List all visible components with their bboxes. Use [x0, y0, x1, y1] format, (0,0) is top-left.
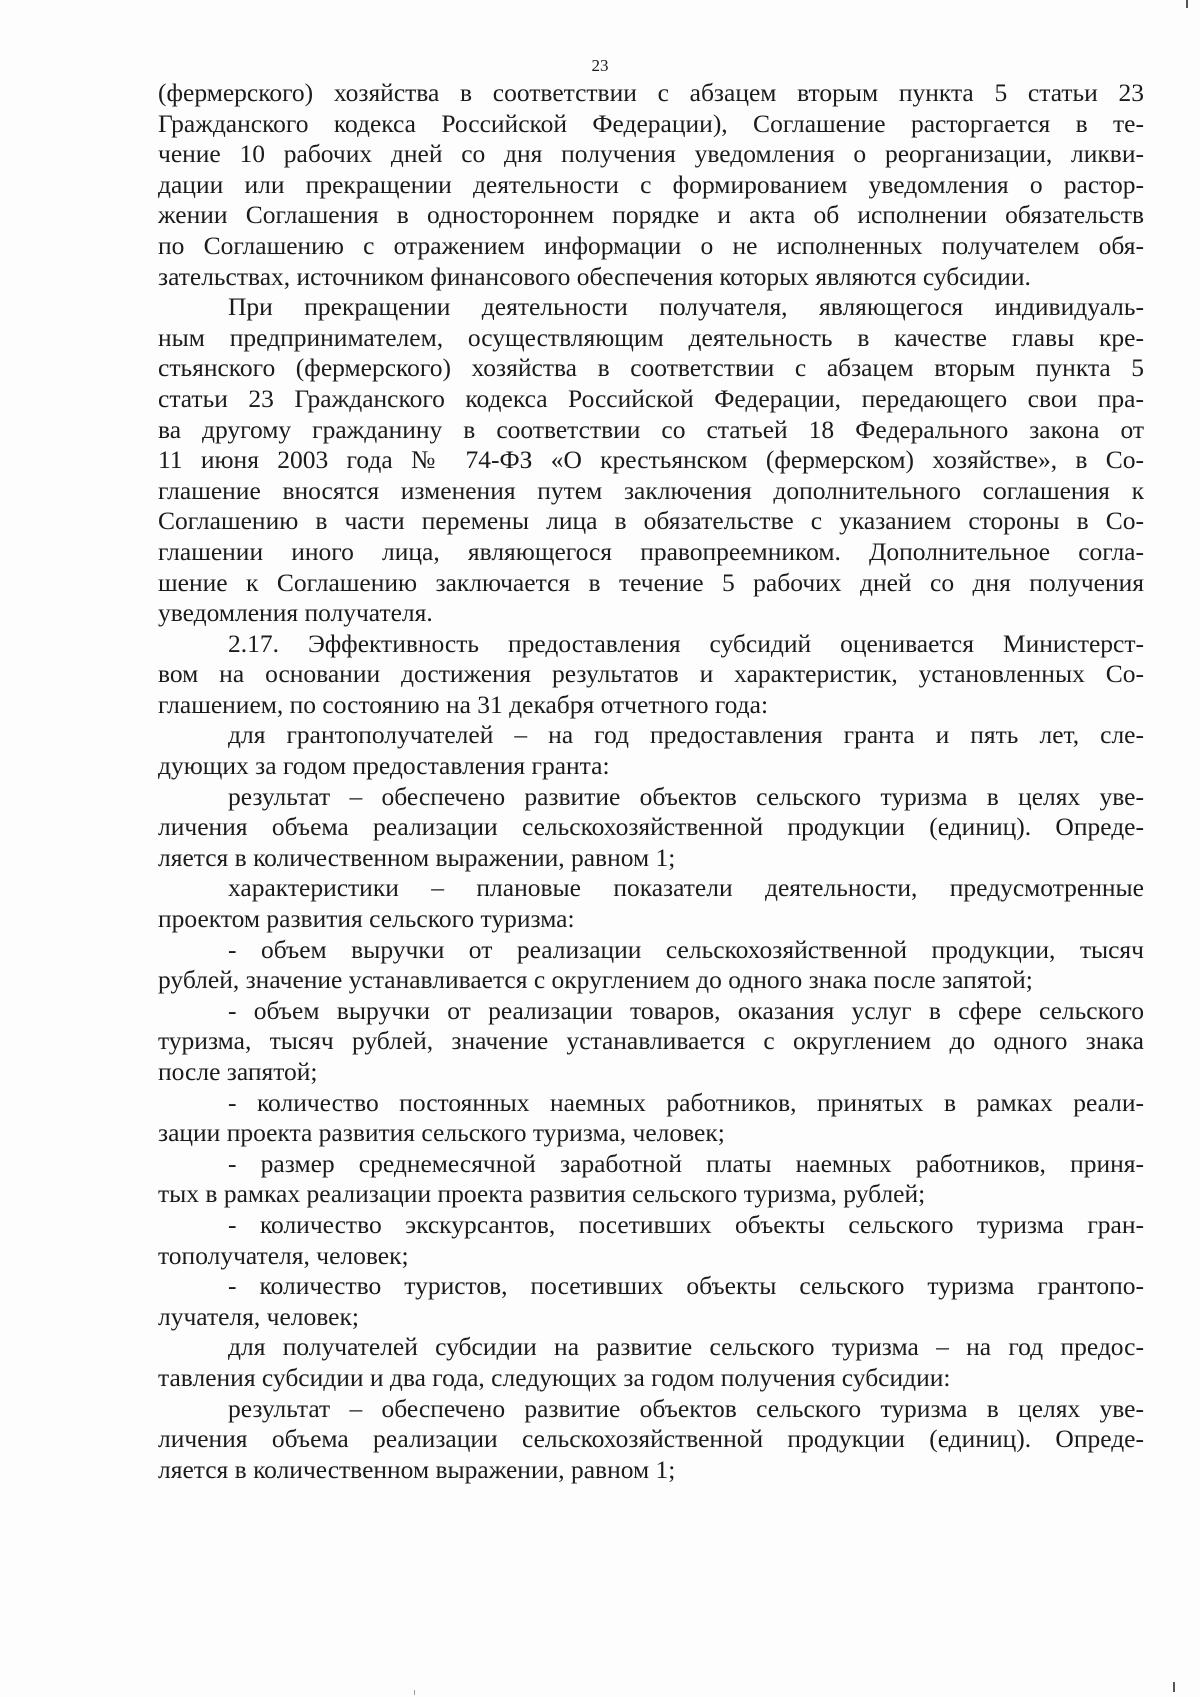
text-line: 2.17. Эффективность предоставления субсидий оценивается Министерст-	[228, 628, 1144, 658]
scan-mark-top-right	[1186, 0, 1188, 8]
text-line: тых в рамках реализации проекта развития сельского туризма, рублей;	[158, 1179, 926, 1209]
text-line: результат – обеспечено развитие объектов сельского туризма в целях уве-	[228, 1393, 1144, 1423]
text-line: проектом развития сельского туризма:	[158, 904, 575, 934]
text-line: шение к Соглашению заключается в течение 5 рабочих дней со дня получения	[158, 567, 1144, 597]
text-line: При прекращении деятельности получателя, являющегося индивидуаль-	[228, 292, 1144, 322]
text-line: рублей, значение устанавливается с округлением до одного знака после запятой;	[158, 965, 1033, 995]
text-line: зательствах, источником финансового обеспечения которых являются субсидии.	[158, 261, 1031, 291]
text-line: туризма, тысяч рублей, значение устанавливается с округлением до одного знака	[158, 1026, 1144, 1056]
text-line: дующих за годом предоставления гранта:	[158, 751, 610, 781]
scan-mark-bottom-center	[414, 1690, 415, 1695]
text-line: после запятой;	[158, 1057, 318, 1086]
text-line: глашение вносятся изменения путем заключения дополнительного соглашения к	[158, 475, 1144, 505]
document-body	[158, 78, 1144, 1485]
text-line: ным предпринимателем, осуществляющим деятельность в качестве главы кре-	[158, 322, 1144, 352]
text-line: - количество постоянных наемных работников, принятых в рамках реали-	[228, 1087, 1144, 1117]
text-line: результат – обеспечено развитие объектов сельского туризма в целях уве-	[228, 781, 1144, 811]
text-line: - количество экскурсантов, посетивших объекты сельского туризма гран-	[228, 1209, 1144, 1239]
text-line: характеристики – плановые показатели деятельности, предусмотренные	[228, 873, 1144, 903]
text-line: лучателя, человек;	[158, 1301, 359, 1331]
text-line: - объем выручки от реализации сельскохозяйственной продукции, тысяч	[228, 934, 1144, 964]
text-line: по Соглашению с отражением информации о не исполненных получателем обя-	[158, 230, 1144, 260]
text-line: (фермерского) хозяйства в соответствии с абзацем вторым пункта 5 статьи 23	[158, 78, 1144, 107]
text-line: тавления субсидии и два года, следующих за годом получения субсидии:	[158, 1362, 951, 1392]
text-line: Гражданского кодекса Российской Федерации), Соглашение расторгается в те-	[158, 108, 1144, 138]
text-line: для получателей субсидии на развитие сельского туризма – на год предос-	[228, 1332, 1144, 1362]
text-line: жении Соглашения в одностороннем порядке и акта об исполнении обязательств	[158, 200, 1144, 230]
text-line: уведомления получателя.	[158, 598, 433, 628]
text-line: зации проекта развития сельского туризма, человек;	[158, 1118, 725, 1148]
text-line: Соглашению в части перемены лица в обязательстве с указанием стороны в Со-	[158, 506, 1144, 536]
text-line: - количество туристов, посетивших объекты сельского туризма грантопо-	[228, 1271, 1144, 1301]
text-line: дации или прекращении деятельности с формированием уведомления о растор-	[158, 169, 1144, 199]
page-number: 23	[591, 56, 609, 75]
text-line: статьи 23 Гражданского кодекса Российской Федерации, передающего свои пра-	[158, 383, 1144, 413]
text-line: глашением, по состоянию на 31 декабря отчетного года:	[158, 689, 769, 719]
text-line: личения объема реализации сельскохозяйственной продукции (единиц). Опреде-	[158, 1424, 1144, 1454]
text-line: стьянского (фермерского) хозяйства в соответствии с абзацем вторым пункта 5	[158, 353, 1144, 383]
text-line: тополучателя, человек;	[158, 1240, 409, 1270]
text-line: чение 10 рабочих дней со дня получения уведомления о реорганизации, ликви-	[158, 139, 1144, 169]
text-line: личения объема реализации сельскохозяйственной продукции (единиц). Опреде-	[158, 812, 1144, 842]
text-line: ва другому гражданину в соответствии со статьей 18 Федерального закона от	[158, 414, 1144, 444]
text-line: вом на основании достижения результатов и характеристик, установленных Со-	[158, 659, 1144, 689]
text-line: 11 июня 2003 года № 74-ФЗ «О крестьянском (фермерском) хозяйстве», в Со-	[158, 445, 1144, 475]
text-line: ляется в количественном выражении, равном 1;	[158, 1454, 676, 1484]
text-line: глашении иного лица, являющегося правопреемником. Дополнительное согла-	[158, 536, 1144, 566]
text-line: - объем выручки от реализации товаров, оказания услуг в сфере сельского	[228, 995, 1144, 1025]
scan-mark-bottom-right	[1173, 1682, 1175, 1692]
text-line: для грантополучателей – на год предоставления гранта и пять лет, сле-	[228, 720, 1144, 750]
text-line: ляется в количественном выражении, равном 1;	[158, 842, 676, 872]
text-line: - размер среднемесячной заработной платы наемных работников, приня-	[228, 1148, 1144, 1178]
